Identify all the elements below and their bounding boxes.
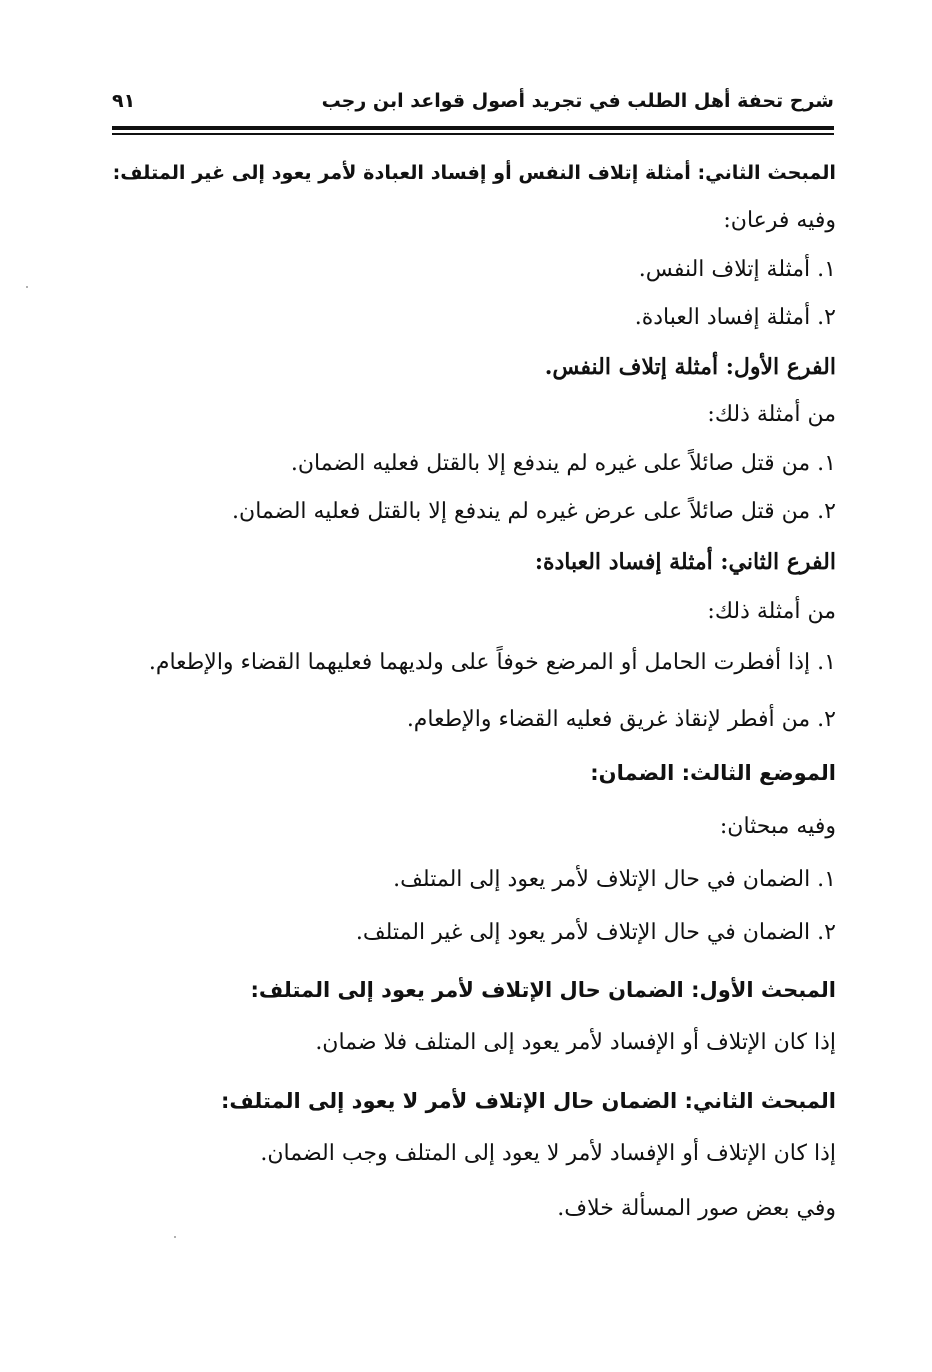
list-item: ١. أمثلة إتلاف النفس. bbox=[638, 257, 836, 282]
section-heading: المبحث الأول: الضمان حال الإتلاف لأمر يعود إلى المتلف: bbox=[250, 978, 836, 1002]
list-item: ١. إذا أفطرت الحامل أو المرضع خوفاً على ولديهما فعليهما القضاء والإطعام. bbox=[148, 650, 836, 675]
body-line: إذا كان الإتلاف أو الإفساد لأمر لا يعود إلى المتلف وجب الضمان. bbox=[260, 1141, 836, 1166]
body-line: إذا كان الإتلاف أو الإفساد لأمر يعود إلى المتلف فلا ضمان. bbox=[315, 1030, 836, 1055]
page-header bbox=[112, 84, 834, 124]
body-line: من أمثلة ذلك: bbox=[707, 402, 836, 427]
section-heading: المبحث الثاني: أمثلة إتلاف النفس أو إفساد العبادة لأمر يعود إلى غير المتلف: bbox=[112, 161, 836, 184]
body-line: من أمثلة ذلك: bbox=[707, 599, 836, 624]
header-rule-thick bbox=[112, 126, 834, 130]
subsection-heading: الفرع الأول: أمثلة إتلاف النفس. bbox=[544, 354, 836, 380]
header-rule-thin bbox=[112, 133, 834, 135]
body-line: وفيه فرعان: bbox=[723, 208, 836, 233]
list-item: ١. من قتل صائلاً على غيره لم يندفع إلا بالقتل فعليه الضمان. bbox=[290, 451, 836, 476]
list-item: ١. الضمان في حال الإتلاف لأمر يعود إلى المتلف. bbox=[393, 867, 836, 892]
list-item: ٢. الضمان في حال الإتلاف لأمر يعود إلى غير المتلف. bbox=[355, 920, 836, 945]
subsection-heading: الفرع الثاني: أمثلة إفساد العبادة: bbox=[534, 549, 836, 575]
body-line: وفي بعض صور المسألة خلاف. bbox=[557, 1196, 836, 1221]
list-item: ٢. أمثلة إفساد العبادة. bbox=[634, 305, 836, 330]
list-item: ٢. من أفطر لإنقاذ غريق فعليه القضاء والإطعام. bbox=[406, 707, 836, 732]
list-item: ٢. من قتل صائلاً على عرض غيره لم يندفع إلا بالقتل فعليه الضمان. bbox=[232, 499, 836, 524]
section-heading: الموضع الثالث: الضمان: bbox=[590, 761, 836, 785]
section-heading: المبحث الثاني: الضمان حال الإتلاف لأمر لا يعود إلى المتلف: bbox=[221, 1089, 836, 1113]
scan-speck bbox=[174, 1236, 176, 1238]
running-title: شرح تحفة أهل الطلب في تجريد أصول قواعد ابن رجب bbox=[321, 90, 834, 112]
body-line: وفيه مبحثان: bbox=[719, 814, 836, 839]
scan-speck bbox=[26, 286, 28, 288]
page-number: ٩١ bbox=[112, 90, 136, 112]
